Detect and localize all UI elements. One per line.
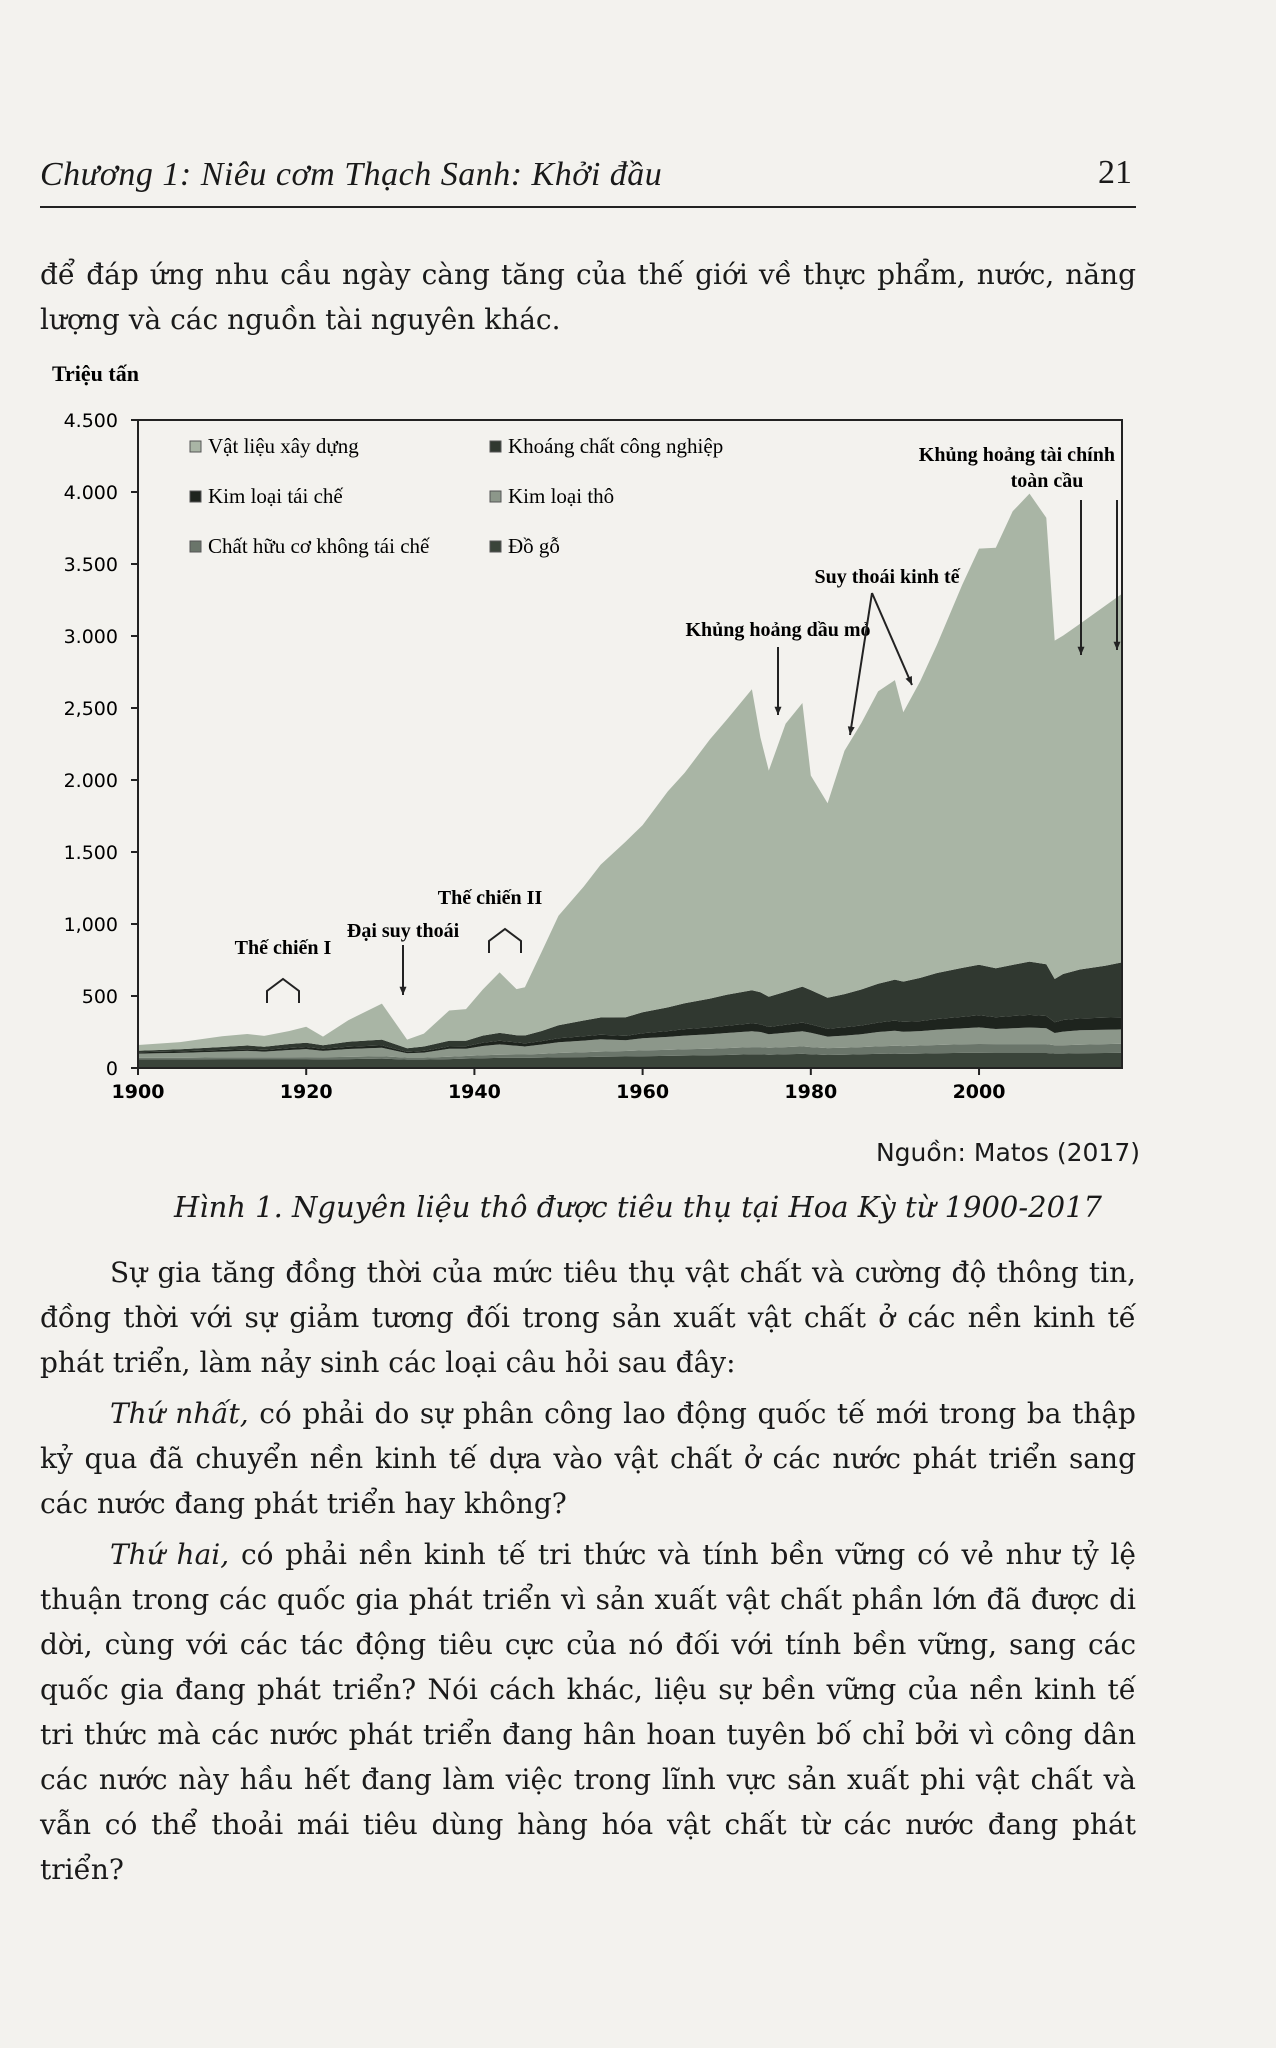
y-tick-label: 3.000 <box>63 626 118 648</box>
annotation-arrowhead <box>400 987 407 995</box>
body-text <box>40 1250 1136 1892</box>
legend-swatch <box>190 441 201 452</box>
page-number: 21 <box>1098 154 1132 191</box>
x-tick-label: 2000 <box>952 1081 1006 1103</box>
y-tick-label: 1,000 <box>63 914 118 936</box>
intro-paragraph: để đáp ứng nhu cầu ngày càng tăng của thế giới về thực phẩm, nước, năng lượng và các nguồn tài nguyên khác. <box>40 258 1136 336</box>
legend-swatch <box>490 541 501 552</box>
figure-caption: Hình 1. Nguyên liệu thô được tiêu thụ tại Hoa Kỳ từ 1900-2017 <box>174 1190 1102 1224</box>
running-header <box>40 150 1136 208</box>
annotation-arrowhead <box>848 726 855 735</box>
legend-swatch <box>490 441 501 452</box>
x-tick-label: 1940 <box>447 1081 501 1103</box>
paragraph-3-text: có phải nền kinh tế tri thức và tính bền vững có vẻ như tỷ lệ thuận trong các quốc gia phát triển vì sản xuất vật chất phần lớn đã được di dời, cùng với các tác động tiêu cực của nó đối với tính bền vững, sang các quốc gia đang phát triển? Nói cách khác, liệu sự bền vững của nền kinh tế tri thức mà các nước phát triển đang hân hoan tuyên bố chỉ bởi vì công dân các nước này hầu hết đang làm việc trong lĩnh vực sản xuất phi vật chất và vẫn có thể thoải mái tiêu dùng hàng hóa vật chất từ các nước đang phát triển? <box>40 1538 1136 1886</box>
legend-label: Chất hữu cơ không tái chế <box>208 534 430 558</box>
raw-materials-chart <box>0 355 1276 1135</box>
annotation-bracket <box>489 929 521 953</box>
y-tick-label: 1.500 <box>63 842 118 864</box>
y-tick-label: 0 <box>105 1058 118 1080</box>
annotation-label: Thế chiến II <box>437 887 543 909</box>
y-axis-title: Triệu tấn <box>52 361 139 386</box>
paragraph-3 <box>40 1532 1136 1892</box>
y-tick-label: 3.500 <box>63 554 118 576</box>
legend-label: Vật liệu xây dựng <box>208 434 359 458</box>
x-tick-label: 1900 <box>111 1081 165 1103</box>
paragraph-2-lead: Thứ nhất, <box>110 1397 249 1430</box>
y-tick-label: 2,500 <box>63 698 118 720</box>
annotation-arrowhead <box>775 707 782 715</box>
y-tick-label: 2.000 <box>63 770 118 792</box>
paragraph-1: Sự gia tăng đồng thời của mức tiêu thụ vật chất và cường độ thông tin, đồng thời với sự giảm tương đối trong sản xuất vật chất ở các nền kinh tế phát triển, làm nảy sinh các loại câu hỏi sau đây: <box>40 1256 1136 1379</box>
legend <box>190 434 723 558</box>
legend-label: Đồ gỗ <box>508 534 560 558</box>
legend-label: Kim loại thô <box>508 484 615 508</box>
legend-label: Kim loại tái chế <box>208 484 343 508</box>
annotation-label: Khủng hoảng dầu mỏ <box>685 619 871 641</box>
annotation-label: Thế chiến I <box>234 937 332 959</box>
legend-swatch <box>190 491 201 502</box>
y-tick-label: 4.000 <box>63 482 118 504</box>
x-tick-label: 1980 <box>784 1081 838 1103</box>
paragraph-2 <box>40 1391 1136 1526</box>
y-tick-label: 500 <box>81 986 118 1008</box>
annotation-label: Đại suy thoái <box>346 920 460 942</box>
annotation-label: Suy thoái kinh tế <box>814 566 960 588</box>
x-tick-label: 1920 <box>279 1081 333 1103</box>
annotation-label: Khủng hoảng tài chính <box>918 444 1115 466</box>
paragraph-3-lead: Thứ hai, <box>110 1538 230 1571</box>
annotation-arrow <box>872 593 912 685</box>
annotation-label: toàn cầu <box>1010 470 1084 492</box>
chapter-title: Chương 1: Niêu cơm Thạch Sanh: Khởi đầu <box>40 156 663 193</box>
legend-label: Khoáng chất công nghiệp <box>508 434 724 458</box>
paragraph-2-text: có phải do sự phân công lao động quốc tế mới trong ba thập kỷ qua đã chuyển nền kinh tế dựa vào vật chất ở các nước phát triển sang các nước đang phát triển hay không? <box>40 1397 1136 1520</box>
legend-swatch <box>190 541 201 552</box>
annotation-bracket <box>267 979 299 1003</box>
figure-source: Nguồn: Matos (2017) <box>875 1138 1140 1167</box>
legend-swatch <box>490 491 501 502</box>
y-tick-label: 4.500 <box>63 410 118 432</box>
x-tick-label: 1960 <box>616 1081 670 1103</box>
